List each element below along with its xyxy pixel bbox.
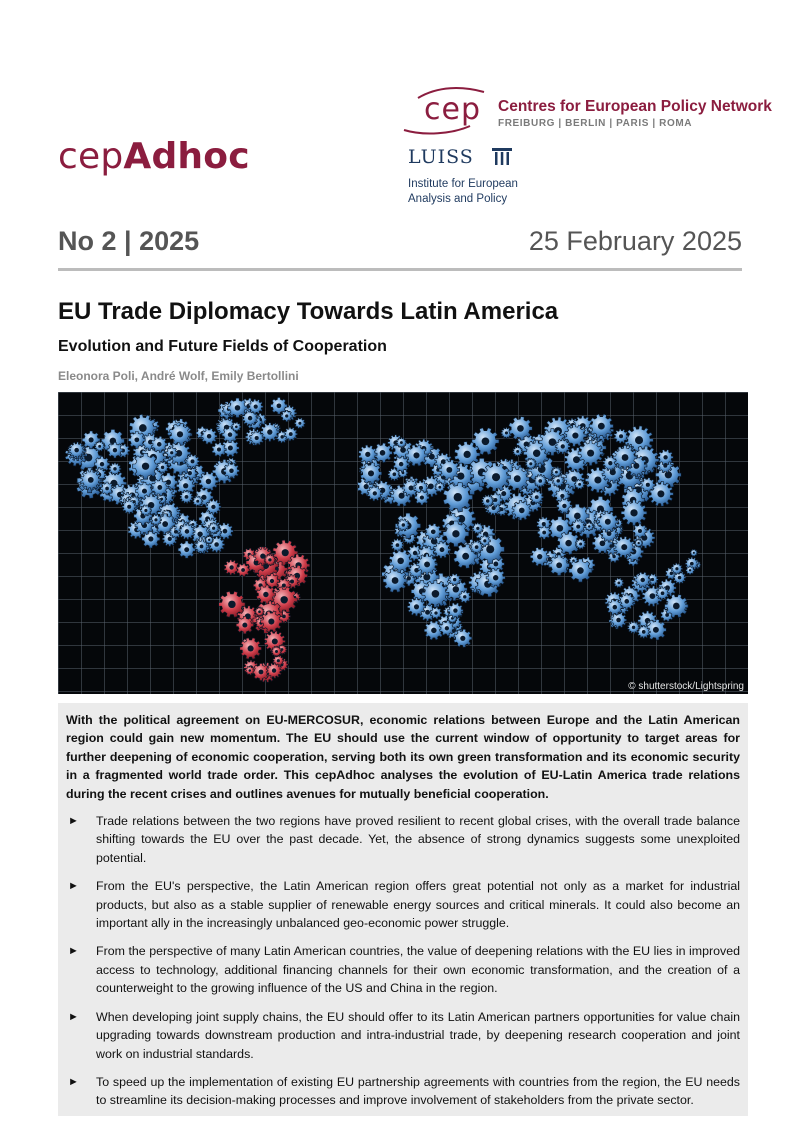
luiss-columns-icon — [491, 147, 513, 167]
bullet-arrow-icon: ► — [68, 945, 79, 958]
article-subtitle: Evolution and Future Fields of Cooperation — [58, 338, 387, 355]
network-name: Centres for European Policy Network — [498, 98, 772, 115]
article-title: EU Trade Diplomacy Towards Latin America — [58, 298, 559, 325]
key-point: ► From the EU's perspective, the Latin American region offers great potential not only as a market for industrial products, but also as a stable supplier of renewable energy sources and critical minerals. It could also become an important ally in the increasingly unbalanced geo-economic power struggle. — [68, 879, 740, 931]
summary-box — [58, 703, 748, 1116]
cover-image — [58, 392, 748, 694]
bullet-arrow-icon: ► — [68, 815, 79, 828]
key-point: ► From the perspective of many Latin American countries, the value of deepening relations with the EU lies in improved access to technology, additional financing channels for their own economic transformation, and the creation of a counterweight to the growing influence of the US and China in the region. — [68, 944, 740, 996]
cep-logo-text: cep — [424, 92, 481, 127]
publication-brand — [58, 136, 250, 177]
article-authors: Eleonora Poli, André Wolf, Emily Bertollini — [58, 369, 299, 383]
image-credit: © shutterstock/Lightspring — [628, 681, 744, 692]
key-point: ► When developing joint supply chains, the EU should offer to its Latin American partners opportunities for value chain upgrading towards downstream production and intra-industrial trade, by deepening research cooperation and joint work on industrial standards. — [68, 1009, 740, 1061]
partner-subtitle — [408, 177, 568, 207]
partner-line-1: Institute for European — [408, 178, 518, 190]
abstract: With the political agreement on EU-MERCOSUR, economic relations between Europe and the Latin American region could gain new momentum. The EU should use the current window of opportunity to target areas for further deepening of economic cooperation, serving both its own green transformation and its economic security in a fragmented world trade order. This cepAdhoc analyses the evolution of EU-Latin America trade relations during the recent crises and outlines avenues for mutually beneficial cooperation. — [66, 713, 740, 801]
partner-logo-text[interactable]: LUISS — [408, 146, 474, 168]
key-point: ► Trade relations between the two regions have proved resilient to recent global crises, with the overall trade balance shifting towards the EU over the past decade. Yet, the absence of strong dynamics suggests some unexploited potential. — [68, 814, 740, 865]
issue-number: No 2 | 2025 — [58, 226, 200, 256]
bullet-arrow-icon: ► — [68, 1010, 79, 1023]
network-cities: FREIBURG | BERLIN | PARIS | ROMA — [498, 118, 693, 129]
cep-network-logo[interactable] — [400, 86, 772, 138]
publication-date: 25 February 2025 — [528, 226, 742, 256]
world-map-gears-icon — [58, 392, 748, 694]
key-point: ► To speed up the implementation of existing EU partnership agreements with countries from the region, the EU needs to streamline its decision-making processes and improve involvement of stakeholders from the private sector. — [68, 1074, 740, 1108]
brand-suffix: Adhoc — [123, 136, 250, 177]
bullet-arrow-icon: ► — [68, 880, 79, 893]
partner-line-2: Analysis and Policy — [408, 193, 508, 205]
header-divider — [58, 268, 742, 271]
bullet-arrow-icon: ► — [68, 1075, 79, 1088]
brand-prefix: cep — [58, 136, 124, 177]
key-points — [66, 812, 740, 1110]
